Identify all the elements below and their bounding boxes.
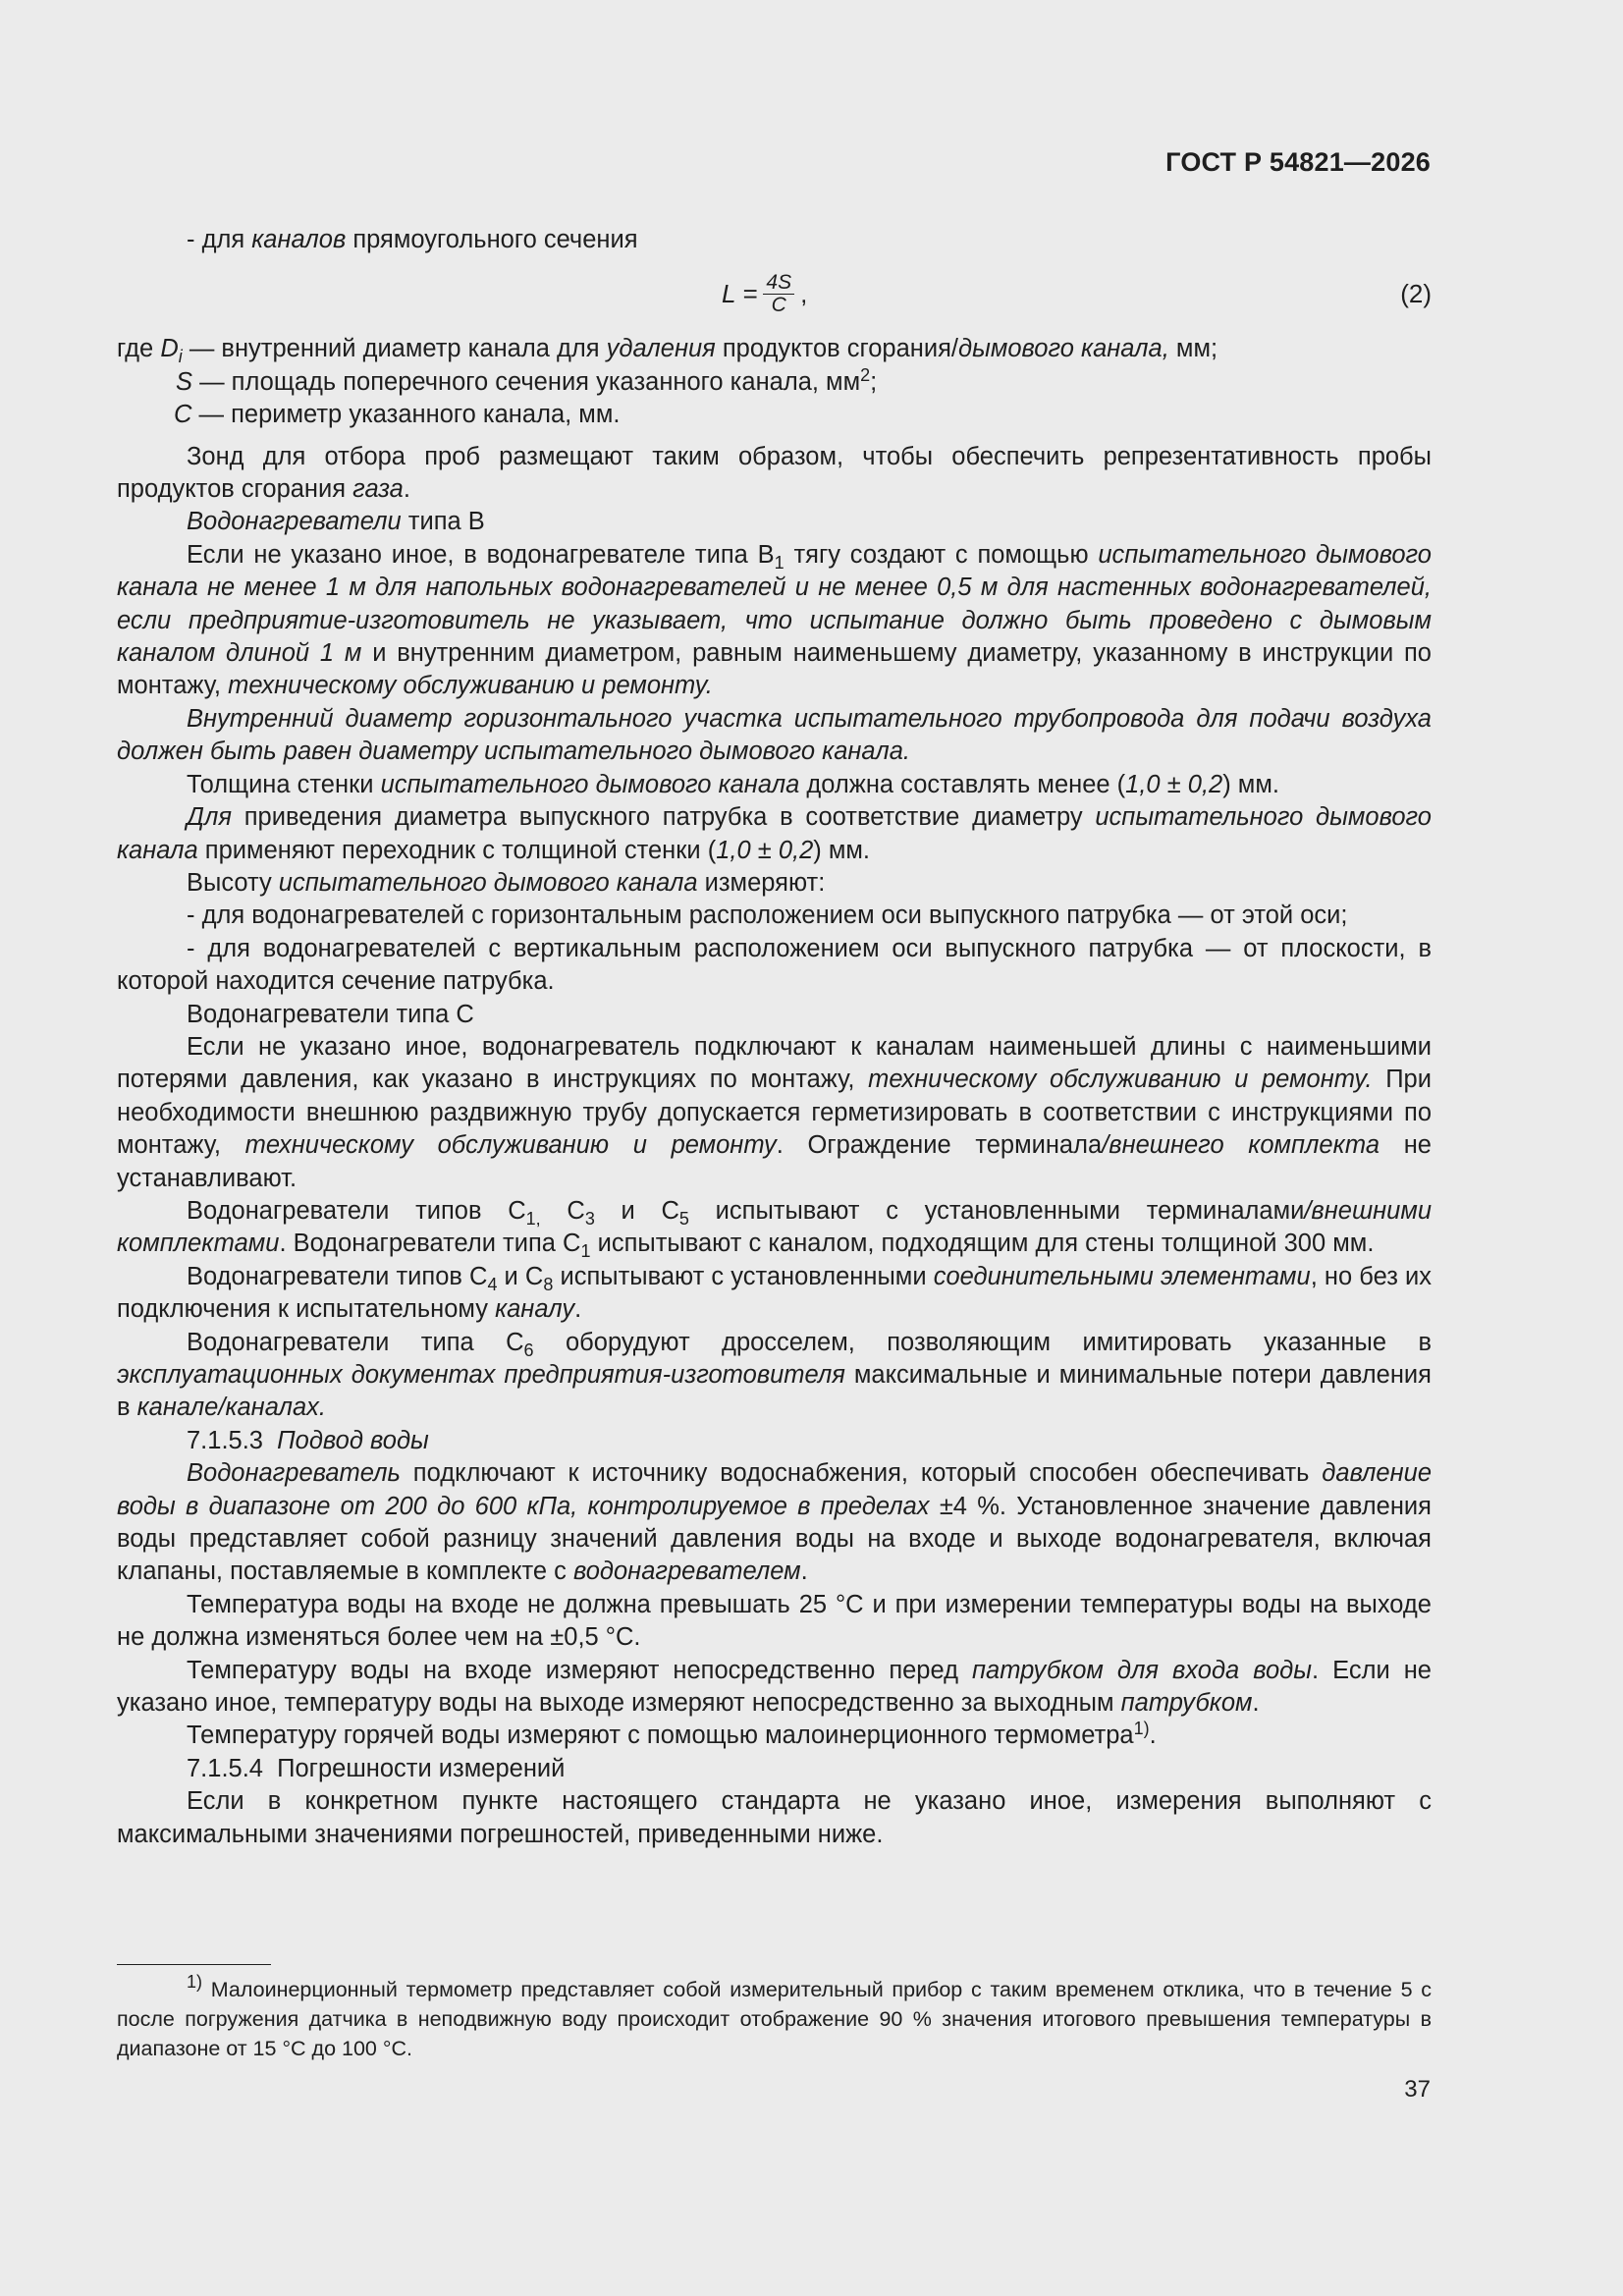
formula-2 (117, 258, 1432, 333)
paragraph-errors: Если в конкретном пункте настоящего стандарта не указано иное, измерения выполняют с максимальными значениями погрешностей, приведенными ниже. (117, 1787, 1432, 1848)
paragraph-water-supply: Водонагреватель подключают к источнику водоснабжения, который способен обеспечивать давление воды в диапазоне от 200 до 600 кПа, контролируемое в пределах ±4 %. Установленное значение давления воды представляет собой разницу значений давления воды на входе и выходе водонагревателя, включая клапаны, поставляемые в комплекте с водонагревателем. (117, 1459, 1432, 1586)
formula-tail: , (800, 279, 808, 309)
footnote-divider (117, 1964, 271, 1965)
definitions (117, 333, 1432, 431)
formula-fraction (763, 272, 794, 316)
paragraph-type-c-connection: Если не указано иное, водонагреватель подключают к каналам наименьшей длины с наименьшими потерями давления, как указано в инструкциях по монтажу, техническому обслуживанию и ремонту. При необходимости внешнюю раздвижную трубу допускается герметизировать в соответствии с инструкциями по монтажу, техническому обслуживанию и ремонту. Ограждение терминала/внешнего комплекта не устанавливают. (117, 1032, 1432, 1192)
formula-numerator: 4S (763, 272, 794, 295)
formula-expression (722, 272, 807, 316)
section-title: Погрешности измерений (277, 1754, 566, 1782)
formula-lhs: L = (722, 279, 758, 309)
standard-id: ГОСТ Р 54821—2026 (1165, 147, 1431, 177)
paragraph-hot-water: Температуру горячей воды измеряют с помощью малоинерционного термометра$^{1)}$. (187, 1719, 1157, 1750)
footnote-mark: 1) (187, 1972, 203, 1992)
list-item-horizontal: - для водонагревателей с горизонтальным расположением оси выпускного патрубка — от этой оси; (187, 902, 1348, 930)
heading-type-c: Водонагреватели типа С (187, 1000, 474, 1028)
paragraph-probe: Зонд для отбора проб размещают таким образом, чтобы обеспечить репрезентативность пробы продуктов сгорания газа. (117, 442, 1432, 504)
paragraph-type-b-draught: Если не указано иное, в водонагревателе типа $В_1$ тягу создают с помощью испытательного дымового канала не менее 1 м для напольных водонагревателей и не менее 0,5 м для настенных водонагревателей, если предприятие-изготовитель не указывает, что испытание должно быть проведено с дымовым каналом длиной 1 м и внутренним диаметром, равным наименьшему диаметру, указанному в инструкции по монтажу, техническому обслуживанию и ремонту. (117, 540, 1432, 700)
paragraph-height-measure: Высоту испытательного дымового канала измеряют: (187, 868, 826, 897)
paragraph-temperature-measure: Температуру воды на входе измеряют непосредственно перед патрубком для входа воды. Если не указано иное, температуру воды на выходе измеряют непосредственно за выходным патрубком. (117, 1656, 1432, 1718)
formula-number: (2) (1400, 279, 1432, 309)
paragraph-inlet-temperature: Температура воды на входе не должна превышать 25 °С и при измерении температуры воды на выходе не должна изменяться более чем на ±0,5 °С. (117, 1590, 1432, 1652)
section-number: 7.1.5.3 (187, 1426, 263, 1454)
definition-c: C — периметр указанного канала, мм. (174, 401, 621, 429)
section-title: Подвод воды (277, 1426, 429, 1454)
paragraph-c4-c8: Водонагреватели типов $С_4$ и $С_8$ испытывают с установленными соединительными элементами, но без их подключения к испытательному каналу. (117, 1262, 1432, 1324)
paragraph-c6: Водонагреватели типа $С_6$ оборудуют дросселем, позволяющим имитировать указанные в эксплуатационных документах предприятия-изготовителя максимальные и минимальные потери давления в канале/каналах. (117, 1328, 1432, 1422)
list-item-rectangular: - для каналов прямоугольного сечения (187, 226, 638, 253)
footnote-text: Малоинерционный термометр представляет собой измерительный прибор с таким временем отклика, что в течение 5 с после погружения датчика в неподвижную воду происходит отображение 90 % значения итогового превышения температуры в диапазоне от 15 °С до 100 °С. (117, 1978, 1432, 2060)
paragraph-c1-c3-c5: Водонагреватели типов $С_{1,}$ $С_3$ и $С_5$ испытывают с установленными терминалами/внешними комплектами. Водонагреватели типа $С_1$ испытывают с каналом, подходящим для стены толщиной 300 мм. (117, 1196, 1432, 1262)
paragraph-adapter: Для приведения диаметра выпускного патрубка в соответствие диаметру испытательного дымового канала применяют переходник с толщиной стенки (1,0 ± 0,2) мм. (117, 803, 1432, 864)
paragraph-inner-diameter: Внутренний диаметр горизонтального участка испытательного трубопровода для подачи воздуха должен быть равен диаметру испытательного дымового канала. (117, 704, 1432, 766)
definition-di: где $D_i$ — внутренний диаметр канала для удаления продуктов сгорания/дымового канала, мм; (117, 335, 1218, 367)
page-number: 37 (1404, 2076, 1431, 2103)
heading-7-1-5-4 (117, 1753, 1432, 1785)
footnote-ref: 1) (1133, 1719, 1150, 1739)
footnote (117, 1972, 1432, 2063)
body-text (117, 224, 1432, 1851)
heading-type-b: Водонагреватели типа В (187, 508, 485, 536)
paragraph-wall-thickness: Толщина стенки испытательного дымового канала должна составлять менее (1,0 ± 0,2) мм. (187, 770, 1279, 798)
heading-7-1-5-3 (117, 1425, 1432, 1457)
list-item-vertical: - для водонагревателей с вертикальным расположением оси выпускного патрубка — от плоскости, в которой находится сечение патрубка. (117, 934, 1432, 996)
formula-denominator: C (771, 294, 786, 317)
definition-s: S — площадь поперечного сечения указанного канала, $мм^2$; (176, 364, 878, 396)
section-number: 7.1.5.4 (187, 1754, 263, 1782)
